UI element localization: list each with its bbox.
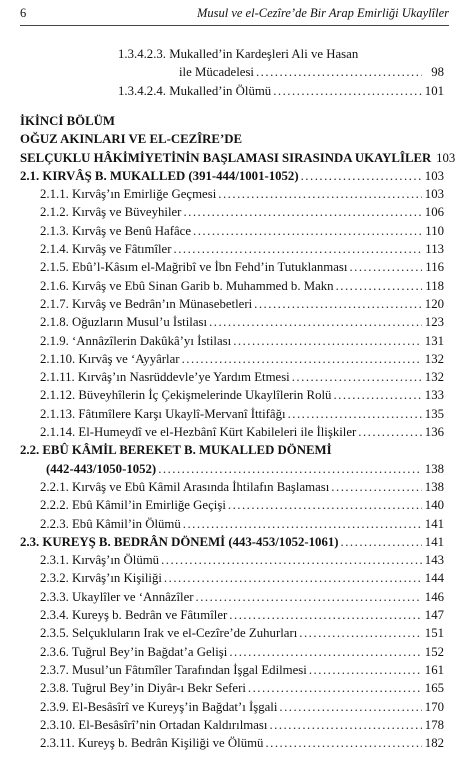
toc-entry: 1.3.4.2.4. Mukalled’in Ölümü ..... 101 — [118, 83, 444, 99]
toc-entry: 2.3.3. Ukaylîler ve ‘Annâzîler ..... 146 — [40, 589, 444, 605]
toc-entry: SELÇUKLU HÂKİMİYETİNİN BAŞLAMASI SIRASINDA UKAYLÎLER 103 — [20, 150, 456, 165]
toc-entry: 2.3.10. El-Besâsîrî’nin Ortadan Kaldırılması ..... 178 — [40, 717, 444, 733]
toc-entry: 2.1.14. El-Humeydî ve el-Hezbânî Kürt Kabileleri ile İlişkiler ..... 136 — [40, 424, 444, 440]
running-title: Musul ve el-Cezîre’de Bir Arap Emirliği Ukaylîler — [196, 6, 449, 20]
toc-entry: 2.3.2. Kırvâş’ın Kişiliği ..... 144 — [40, 570, 444, 586]
toc-entry: 2.3.8. Tuğrul Bey’in Diyâr-ı Bekr Seferi ..... 165 — [40, 680, 444, 696]
toc-entry: 2.1.5. Ebû’l-Kâsım el-Mağribî ve İbn Fehd’in Tutuklanması ..... 116 — [40, 259, 444, 275]
toc-entry: 2.3.5. Selçukluların Irak ve el-Cezîre’de Zuhurları ..... 151 — [40, 625, 444, 641]
toc-entry: 2.2.2. Ebû Kâmil’in Emirliğe Geçişi ..... 140 — [40, 497, 444, 513]
toc-entry: 2.2.1. Kırvâş ve Ebû Kâmil Arasında İhtilafın Başlaması ..... 138 — [40, 479, 444, 495]
toc-entry: 2.1.1. Kırvâş’ın Emirliğe Geçmesi ..... 103 — [40, 186, 444, 202]
toc-entry: 2.3.6. Tuğrul Bey’in Bağdat’a Gelişi ..... 152 — [40, 644, 444, 660]
toc-entry: 2.3.4. Kureyş b. Bedrân ve Fâtımîler ..... 147 — [40, 607, 444, 623]
toc-entry-title: 1.3.4.2.3. Mukalled’in Kardeşleri Ali ve Hasan — [118, 47, 359, 61]
part-heading: OĞUZ AKINLARI VE EL-CEZÎRE’DE — [20, 132, 242, 147]
running-header — [20, 5, 449, 26]
toc-entry: 2.1.3. Kırvâş ve Benû Hafâce ..... 110 — [40, 223, 444, 239]
toc-entry: ile Mücadelesi ..... 98 — [179, 64, 444, 80]
toc-entry: 2.1.10. Kırvâş ve ‘Ayyârlar ..... 132 — [40, 351, 444, 367]
toc-entry: 2.1.7. Kırvâş ve Bedrân’ın Münasebetleri ..... 120 — [40, 296, 444, 312]
toc-entry: 2.1.13. Fâtımîlere Karşı Ukaylî-Mervanî İttifâğı ..... 135 — [40, 406, 444, 422]
toc-section: 2.3. KUREYŞ B. BEDRÂN DÖNEMİ (443-453/1052-1061) ..... 141 — [20, 534, 444, 550]
toc-entry: 2.3.1. Kırvâş’ın Ölümü ..... 143 — [40, 552, 444, 568]
page-number: 6 — [20, 6, 27, 20]
toc-entry: 2.1.9. ‘Annâzîlerin Dakûkâ’yı İstilası ..... 131 — [40, 333, 444, 349]
toc-section-title: 2.2. EBÛ KÂMİL BEREKET B. MUKALLED DÖNEMİ — [20, 443, 332, 458]
toc-entry: 2.3.11. Kureyş b. Bedrân Kişiliği ve Ölümü ..... 182 — [40, 735, 444, 751]
toc-entry: 2.1.11. Kırvâş’ın Nasrüddevle’ye Yardım Etmesi ..... 132 — [40, 369, 444, 385]
toc-entry: 2.3.9. El-Besâsîrî ve Kureyş’in Bağdat’ı İşgali ..... 170 — [40, 699, 444, 715]
toc-section: 2.1. KIRVÂŞ B. MUKALLED (391-444/1001-1052) ..... 103 — [20, 168, 444, 184]
toc-entry: 2.1.6. Kırvâş ve Ebû Sinan Garib b. Muhammed b. Makn ..... 118 — [40, 278, 444, 294]
toc-entry: 2.1.12. Büveyhîlerin İç Çekişmelerinde Ukaylîlerin Rolü ..... 133 — [40, 387, 444, 403]
toc-entry: 2.1.2. Kırvâş ve Büveyhiler ..... 106 — [40, 204, 444, 220]
toc-entry: 2.2.3. Ebû Kâmil’in Ölümü ..... 141 — [40, 516, 444, 532]
toc-entry: 2.1.4. Kırvâş ve Fâtımîler ..... 113 — [40, 241, 444, 257]
toc-entry: 2.3.7. Musul’un Fâtımîler Tarafından İşgal Edilmesi ..... 161 — [40, 662, 444, 678]
toc-entry: 2.1.8. Oğuzların Musul’u İstilası ..... 123 — [40, 314, 444, 330]
part-heading: İKİNCİ BÖLÜM — [20, 113, 115, 128]
toc-section: (442-443/1050-1052) ..... 138 — [46, 461, 444, 477]
